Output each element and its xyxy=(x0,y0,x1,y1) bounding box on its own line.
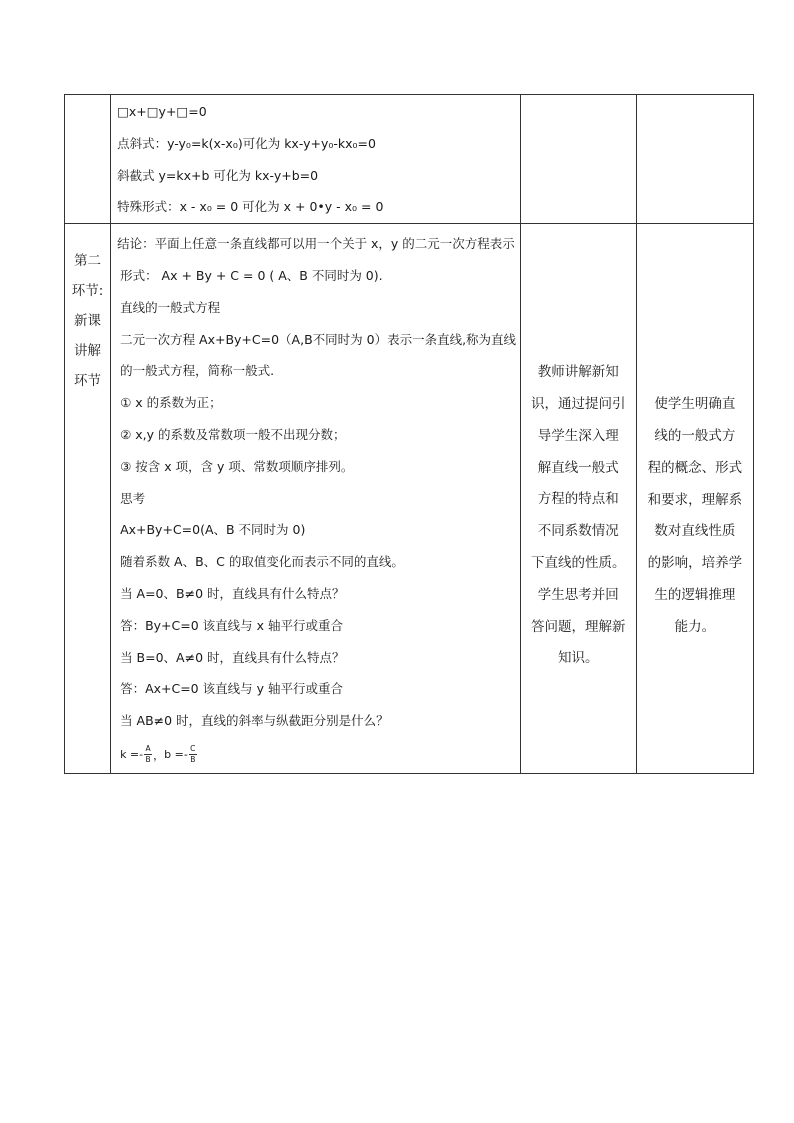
slope-intercept-formula xyxy=(117,737,520,773)
teacher-activity-line: 方程的特点和 xyxy=(537,491,619,508)
question-line: 当 AB≠0 时，直线的斜率与纵截距分别是什么？ xyxy=(120,713,389,729)
section-cell-empty xyxy=(65,95,111,224)
section-label-line: 环节: xyxy=(71,283,104,300)
text-line: 点斜式：y-y₀=k(x-x₀)可化为 kx-y+y₀-kx₀=0 xyxy=(117,135,376,151)
teacher-activity-line: 知识。 xyxy=(557,650,599,667)
formula-k-prefix: k =- xyxy=(120,748,144,762)
formula-separator: ， xyxy=(153,748,165,762)
text-line: 斜截式 y=kx+b 可化为 kx-y+b=0 xyxy=(117,167,319,183)
design-intent-cell xyxy=(636,224,753,774)
teacher-activity-line: 导学生深入理 xyxy=(537,427,619,444)
content-cell xyxy=(111,95,521,224)
definition-paragraph: 二元一次方程 Ax+By+C=0（A,B不同时为 0）表示一条直线,称为直线的一般式方程，简称一般式. xyxy=(120,331,517,379)
table-row-continuation xyxy=(65,95,754,224)
rule-item: ② x,y 的系数及常数项一般不出现分数； xyxy=(120,426,346,442)
table-row-section-2 xyxy=(65,224,754,774)
design-intent-line: 线的一般式方 xyxy=(654,427,736,444)
teacher-activity-cell xyxy=(520,224,636,774)
question-line: 当 A=0、B≠0 时，直线具有什么特点？ xyxy=(120,585,345,601)
subheading: 直线的一般式方程 xyxy=(120,299,221,315)
section-label-line: 讲解 xyxy=(74,343,102,360)
text-line: 特殊形式：x - x₀ = 0 可化为 x + 0•y - x₀ = 0 xyxy=(117,199,384,215)
section-label-line: 第二 xyxy=(74,253,102,270)
teacher-activity-line: 学生思考并回 xyxy=(537,586,619,603)
fraction-numerator: C xyxy=(190,744,196,754)
teacher-activity-line: 教师讲解新知 xyxy=(537,364,619,381)
teacher-activity-cell-empty xyxy=(520,95,636,224)
design-intent-line: 使学生明确直 xyxy=(654,396,736,413)
question-line: 当 B=0、A≠0 时，直线具有什么特点？ xyxy=(120,649,345,665)
subheading: 思考 xyxy=(120,490,146,506)
section-label-cell xyxy=(65,224,111,774)
design-intent-line: 数对直线性质 xyxy=(654,523,736,540)
design-intent-line: 生的逻辑推理 xyxy=(654,586,736,603)
design-intent-cell-empty xyxy=(636,95,753,224)
answer-line: 答：By+C=0 该直线与 x 轴平行或重合 xyxy=(120,617,343,633)
fraction-b xyxy=(189,745,197,764)
design-intent-line: 和要求，理解系 xyxy=(647,491,743,508)
content-cell xyxy=(111,224,521,774)
fraction-denominator: B xyxy=(190,755,196,765)
fraction-numerator: A xyxy=(145,744,151,754)
design-intent-line: 的影响，培养学 xyxy=(647,555,743,572)
fraction-k xyxy=(144,745,152,764)
form-line: 形式： Ax + By + C = 0 ( A、B 不同时为 0). xyxy=(120,267,383,283)
text-line: 随着系数 A、B、C 的取值变化而表示不同的直线。 xyxy=(120,554,404,570)
design-intent-line: 程的概念、形式 xyxy=(647,459,743,476)
text-line: Ax+By+C=0(A、B 不同时为 0) xyxy=(120,522,306,538)
teacher-activity-line: 不同系数情况 xyxy=(537,523,619,540)
conclusion-paragraph: 结论：平面上任意一条直线都可以用一个关于 x，y 的二元一次方程表示 xyxy=(117,236,515,252)
teacher-activity-line: 解直线一般式 xyxy=(537,459,619,476)
fraction-denominator: B xyxy=(145,755,151,765)
rule-item: ③ 按含 x 项，含 y 项、常数项顺序排列。 xyxy=(120,458,354,474)
lesson-plan-table xyxy=(64,94,754,774)
teacher-activity-line: 识，通过提问引 xyxy=(530,395,626,412)
formula-b-prefix: b =- xyxy=(164,748,188,762)
section-label-line: 新课 xyxy=(74,313,102,330)
section-label-line: 环节 xyxy=(74,373,102,390)
answer-line: 答：Ax+C=0 该直线与 y 轴平行或重合 xyxy=(120,681,343,697)
teacher-activity-line: 答问题，理解新 xyxy=(530,618,626,635)
teacher-activity-line: 下直线的性质。 xyxy=(530,554,626,571)
rule-item: ① x 的系数为正； xyxy=(120,395,222,411)
design-intent-line: 能力。 xyxy=(674,618,716,635)
text-line: □x+□y+□=0 xyxy=(117,104,207,119)
